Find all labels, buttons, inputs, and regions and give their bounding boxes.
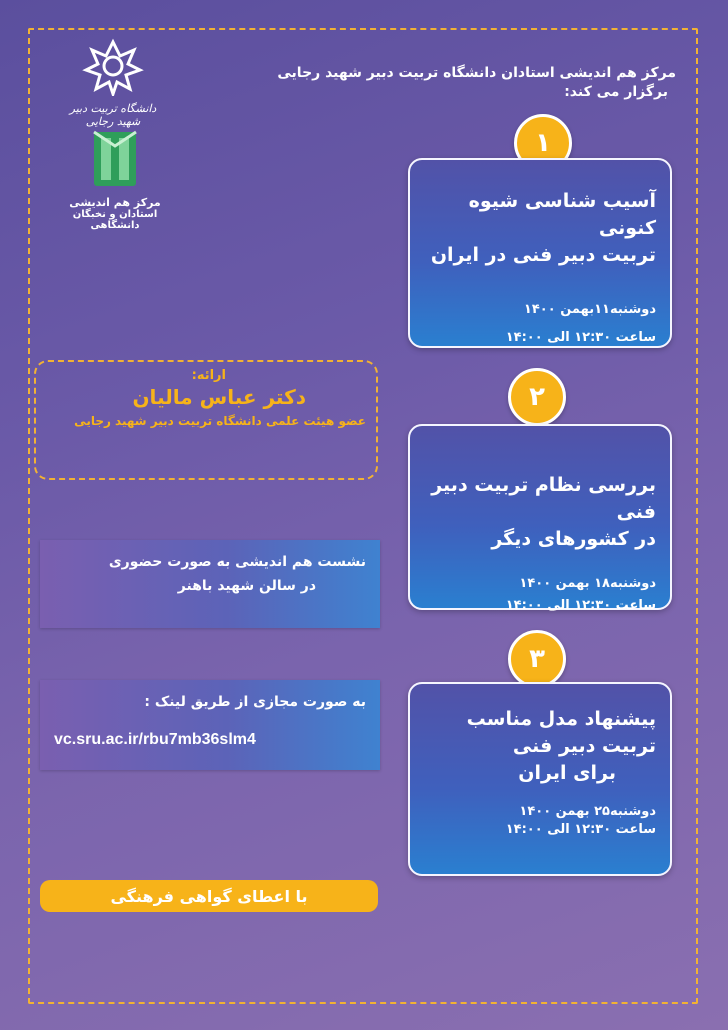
presenter-label: ارائه: [191, 368, 226, 383]
session-3-title-line1: پیشنهاد مدل مناسب [466, 708, 656, 730]
session-1-date: دوشنبه۱۱بهمن ۱۴۰۰ [523, 302, 656, 317]
session-3-number-badge [508, 630, 566, 688]
book-emblem-icon [90, 128, 140, 190]
certificate-text: با اعطای گواهی فرهنگی [110, 886, 308, 906]
session-1-title-line1: آسیب شناسی شیوه کنونی [468, 190, 656, 239]
session-3-title-line3: برای ایران [518, 762, 616, 784]
session-2-number: ۲ [529, 382, 545, 412]
session-3-title-line2: تربیت دبیر فنی [512, 735, 656, 757]
session-3-time: ساعت ۱۲:۳۰ الی ۱۴:۰۰ [505, 822, 656, 837]
header-line2: برگزار می کند: [564, 84, 668, 100]
session-2-number-badge [508, 368, 566, 426]
university-emblem-icon [82, 36, 144, 96]
session-1-title-line2: تربیت دبیر فنی در ایران [430, 244, 656, 266]
presenter-role: عضو هیئت علمی دانشگاه تربیت دبیر شهید رجایی [74, 414, 366, 428]
session-2-card [408, 424, 672, 613]
session-2-time: ساعت ۱۲:۳۰ الی ۱۴:۰۰ [505, 598, 656, 613]
presenter-box [34, 360, 378, 480]
in-person-line1: نشست هم اندیشی به صورت حضوری [108, 554, 366, 570]
header-line1: مرکز هم اندیشی استادان دانشگاه تربیت دبیر شهید رجایی [277, 65, 676, 81]
in-person-box [40, 540, 380, 628]
presenter-name: دکتر عباس مالیان [132, 385, 306, 409]
session-3-date: دوشنبه۲۵ بهمن ۱۴۰۰ [519, 804, 656, 819]
session-1-time: ساعت ۱۲:۳۰ الی ۱۴:۰۰ [505, 330, 656, 345]
virtual-line1: به صورت مجازی از طریق لینک : [144, 694, 366, 710]
center-name: مرکز هم اندیشی [69, 196, 161, 209]
session-2-title-line1: بررسی نظام تربیت دبیر فنی [431, 474, 656, 523]
session-2-title-line2: در کشورهای دیگر [491, 528, 656, 550]
session-1-number: ۱ [535, 128, 551, 158]
university-logo [68, 36, 158, 128]
session-3-number: ۳ [529, 644, 545, 674]
virtual-box [40, 680, 380, 770]
session-3-card [408, 682, 672, 876]
session-1-card [408, 158, 672, 348]
center-subtitle: استادان و نخبگان دانشگاهی [72, 209, 158, 231]
university-signature: دانشگاه تربیت دبیر شهید رجایی [69, 102, 157, 128]
certificate-banner [40, 880, 378, 912]
session-2-date: دوشنبه۱۸ بهمن ۱۴۰۰ [519, 576, 656, 591]
center-logo [50, 128, 180, 231]
header [216, 64, 676, 102]
virtual-link[interactable]: vc.sru.ac.ir/rbu7mb36slm4 [54, 731, 256, 748]
in-person-line2: در سالن شهید باهنر [177, 578, 316, 594]
